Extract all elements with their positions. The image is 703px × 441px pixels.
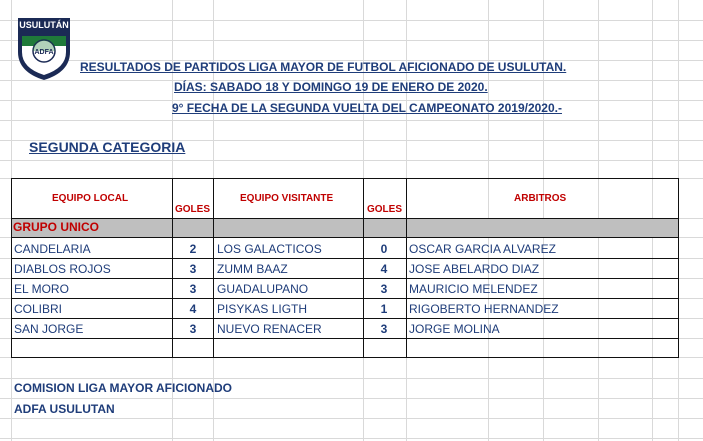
visitor-team-cell: GUADALUPANO — [217, 282, 309, 296]
referee-cell: RIGOBERTO HERNANDEZ — [409, 302, 559, 316]
table-col-border — [213, 178, 214, 358]
table-row-border — [11, 298, 678, 299]
local-team-cell: SAN JORGE — [14, 322, 84, 336]
table-border-header — [11, 218, 678, 219]
header-local-team: EQUIPO LOCAL — [52, 193, 129, 204]
logo-center-text: ADFA — [34, 49, 54, 56]
table-col-border — [406, 178, 407, 358]
title-line-3: 9° FECHA DE LA SEGUNDA VUELTA DEL CAMPEONATO 2019/2020.- — [172, 101, 562, 115]
local-goals-cell: 3 — [189, 322, 197, 336]
header-visitor-team: EQUIPO VISITANTE — [240, 193, 334, 204]
referee-cell: JOSE ABELARDO DIAZ — [409, 262, 540, 276]
footer-line-1: COMISION LIGA MAYOR AFICIONADO — [14, 381, 233, 395]
header-goals-local: GOLES — [175, 204, 211, 215]
table-row-border — [11, 258, 678, 259]
table-col-border — [172, 178, 173, 358]
title-line-2: DÍAS: SABADO 18 Y DOMINGO 19 DE ENERO DE 2020. — [174, 80, 488, 94]
local-team-cell: COLIBRI — [14, 302, 63, 316]
visitor-team-cell: LOS GALACTICOS — [217, 242, 322, 256]
group-row-background — [11, 218, 678, 237]
local-goals-cell: 3 — [189, 262, 197, 276]
table-border-bottom — [11, 357, 678, 358]
visitor-goals-cell: 1 — [380, 302, 388, 316]
visitor-goals-cell: 3 — [380, 282, 388, 296]
table-row-border — [11, 338, 678, 339]
referee-cell: MAURICIO MELENDEZ — [409, 282, 538, 296]
visitor-goals-cell: 4 — [380, 262, 388, 276]
header-referees: ARBITROS — [514, 193, 567, 204]
table-row-border — [11, 318, 678, 319]
group-label: GRUPO UNICO — [13, 220, 100, 234]
category-title: SEGUNDA CATEGORIA — [29, 139, 186, 155]
title-line-1: RESULTADOS DE PARTIDOS LIGA MAYOR DE FUTBOL AFICIONADO DE USULUTAN. — [80, 60, 567, 74]
visitor-goals-cell: 3 — [380, 322, 388, 336]
referee-cell: OSCAR GARCIA ALVAREZ — [409, 242, 556, 256]
visitor-team-cell: NUEVO RENACER — [217, 322, 322, 336]
table-row-border — [11, 278, 678, 279]
local-goals-cell: 3 — [189, 282, 197, 296]
local-goals-cell: 2 — [189, 242, 197, 256]
logo-bottom-text: FEF — [38, 68, 50, 74]
visitor-team-cell: PISYKAS LIGTH — [217, 302, 308, 316]
visitor-goals-cell: 0 — [380, 242, 388, 256]
local-team-cell: CANDELARIA — [14, 242, 91, 256]
local-team-cell: DIABLOS ROJOS — [14, 262, 111, 276]
local-team-cell: EL MORO — [14, 282, 69, 296]
footer-line-2: ADFA USULUTAN — [14, 402, 115, 416]
table-col-border — [363, 178, 364, 358]
referee-cell: JORGE MOLINA — [409, 322, 500, 336]
table-border-left — [11, 178, 12, 358]
adfa-logo — [14, 12, 74, 82]
table-border-right — [678, 178, 679, 358]
logo-top-text: USULUTÁN — [19, 20, 69, 30]
header-goals-visitor: GOLES — [367, 204, 403, 215]
local-goals-cell: 4 — [189, 302, 197, 316]
visitor-team-cell: ZUMM BAAZ — [217, 262, 288, 276]
table-border-group — [11, 237, 678, 238]
table-border-top — [11, 178, 678, 179]
